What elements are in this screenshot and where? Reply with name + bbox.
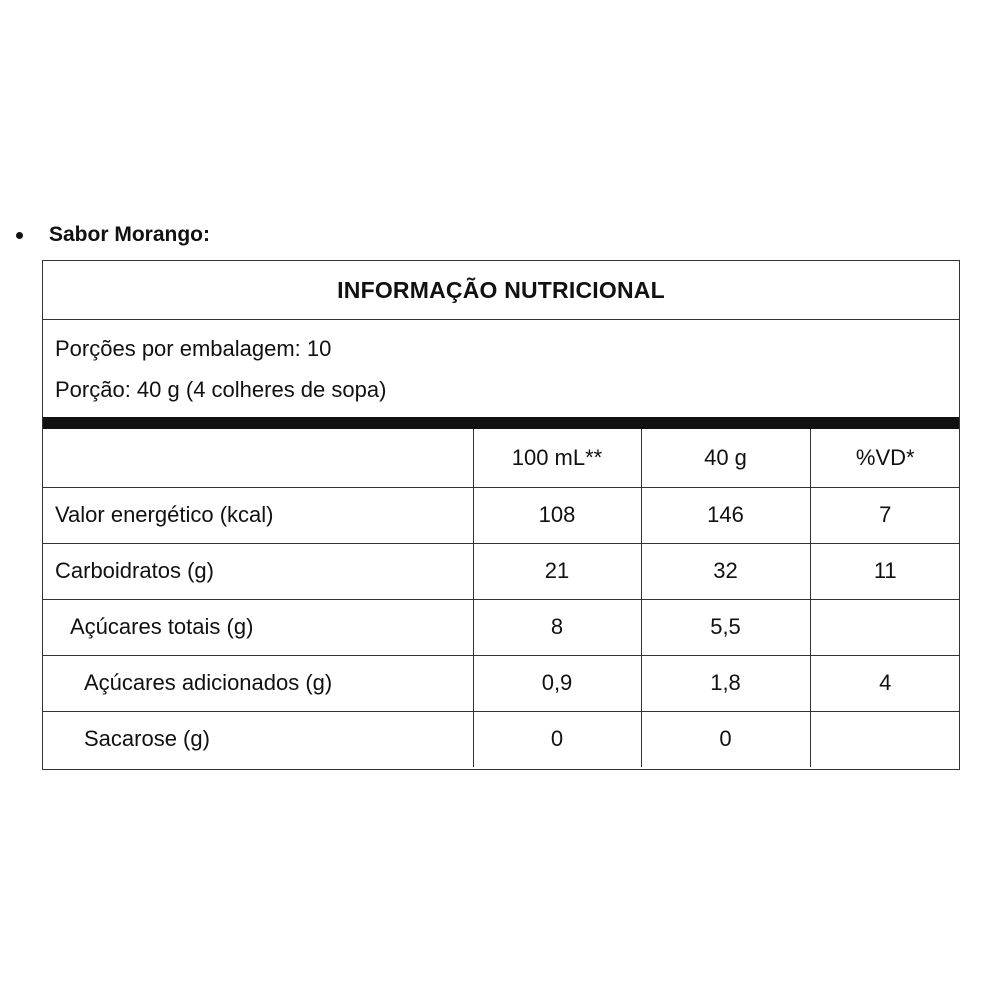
value-serving: 1,8 — [641, 655, 810, 711]
value-serving: 0 — [641, 711, 810, 767]
nutrient-name: Açúcares totais (g) — [43, 599, 473, 655]
value-serving: 5,5 — [641, 599, 810, 655]
value-serving: 32 — [641, 543, 810, 599]
section-heading — [14, 220, 210, 250]
value-vd: 4 — [810, 655, 960, 711]
nutrition-facts-table — [42, 260, 960, 770]
column-header-serving: 40 g — [641, 429, 810, 487]
table-row — [43, 655, 960, 711]
value-100ml: 0 — [473, 711, 641, 767]
header-row — [43, 429, 960, 487]
nutrition-title: INFORMAÇÃO NUTRICIONAL — [43, 261, 959, 320]
table-row — [43, 711, 960, 767]
nutrient-table — [43, 429, 960, 767]
value-vd — [810, 599, 960, 655]
flavor-title: Sabor Morango: — [49, 223, 210, 246]
bullet-icon — [16, 232, 23, 239]
column-header-100ml: 100 mL** — [473, 429, 641, 487]
column-header-nutrient — [43, 429, 473, 487]
value-100ml: 108 — [473, 487, 641, 543]
value-100ml: 8 — [473, 599, 641, 655]
table-row — [43, 543, 960, 599]
table-row — [43, 487, 960, 543]
nutrient-name: Açúcares adicionados (g) — [43, 655, 473, 711]
value-100ml: 0,9 — [473, 655, 641, 711]
column-header-vd: %VD* — [810, 429, 960, 487]
serving-info — [43, 320, 959, 416]
value-vd — [810, 711, 960, 767]
servings-per-package: Porções por embalagem: 10 — [55, 336, 332, 361]
value-100ml: 21 — [473, 543, 641, 599]
serving-size: Porção: 40 g (4 colheres de sopa) — [55, 377, 387, 402]
value-vd: 11 — [810, 543, 960, 599]
table-row — [43, 599, 960, 655]
nutrient-name: Valor energético (kcal) — [43, 487, 473, 543]
nutrient-name: Carboidratos (g) — [43, 543, 473, 599]
thick-divider — [43, 417, 959, 429]
value-vd: 7 — [810, 487, 960, 543]
value-serving: 146 — [641, 487, 810, 543]
nutrient-name: Sacarose (g) — [43, 711, 473, 767]
